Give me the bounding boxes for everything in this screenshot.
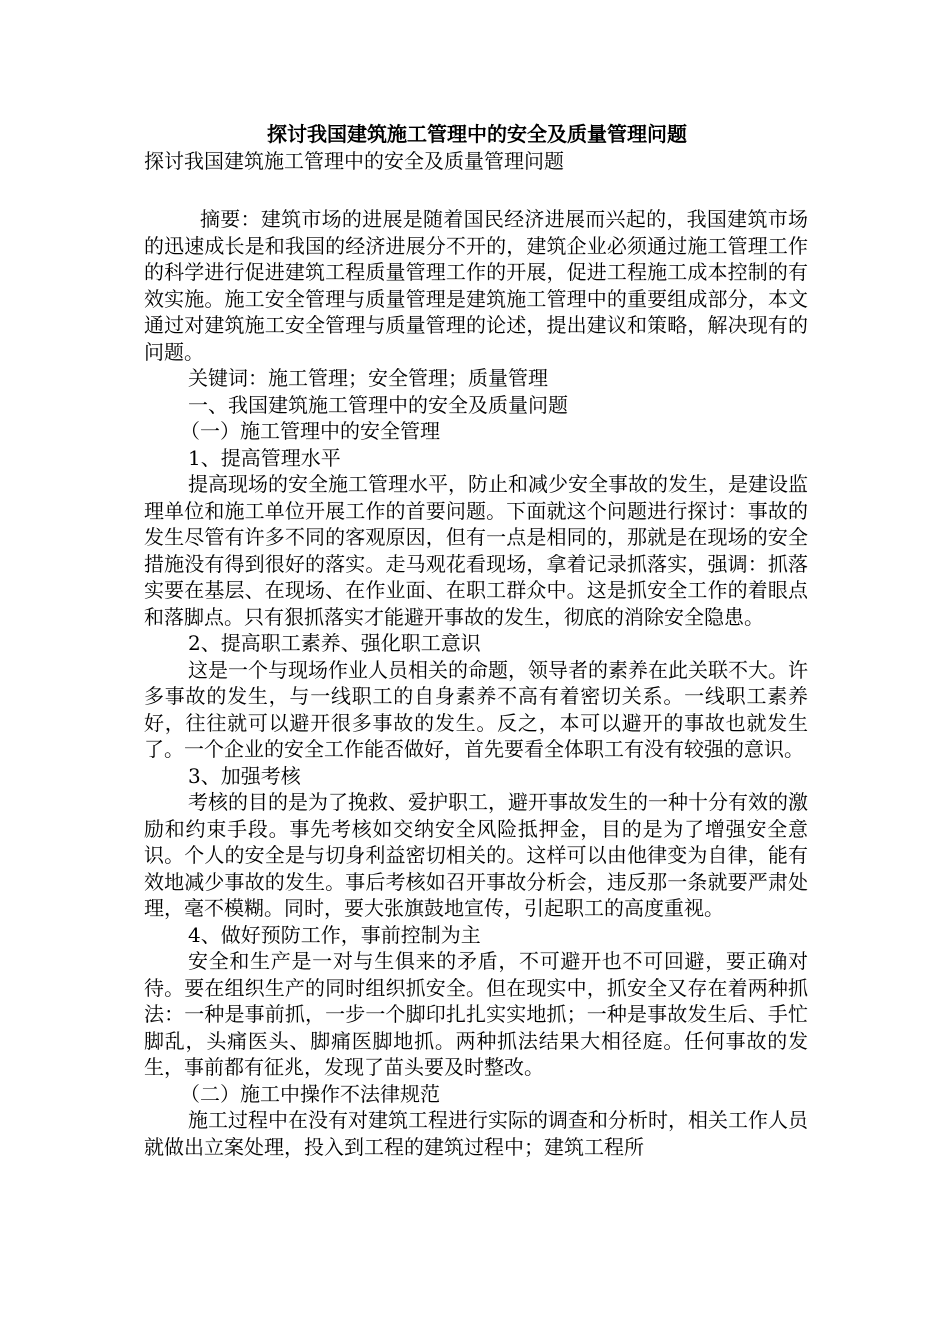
item-paragraph-2: 这是一个与现场作业人员相关的命题，领导者的素养在此关联不大。许多事故的发生，与一线职工的自身素养不高有着密切关系。一线职工素养好，往往就可以避开很多事故的发生。反之，本可以避开的事故也就发生了。一个企业的安全工作能否做好，首先要看全体职工有没有较强的意识。 bbox=[144, 657, 808, 761]
subsection-heading-1: （一）施工管理中的安全管理 bbox=[180, 419, 440, 443]
item-heading-3: 3、加强考核 bbox=[188, 763, 301, 788]
section-heading-1: 一、我国建筑施工管理中的安全及质量问题 bbox=[188, 392, 568, 417]
item-paragraph-1: 提高现场的安全施工管理水平，防止和减少安全事故的发生，是建设监理单位和施工单位开展工作的首要问题。下面就这个问题进行探讨：事故的发生尽管有许多不同的客观原因，但有一点是相同的，那就是在现场的安全措施没有得到很好的落实。走马观花看现场，拿着记录抓落实，强调：抓落实要在基层、在现场、在作业面、在职工群众中。这是抓安全工作的着眼点和落脚点。只有狠抓落实才能避开事故的发生，彻底的消除安全隐患。 bbox=[144, 472, 808, 629]
document-page bbox=[144, 120, 808, 1160]
item-paragraph-4: 安全和生产是一对与生俱来的矛盾，不可避开也不可回避，要正确对待。要在组织生产的同时组织抓安全。但在现实中，抓安全又存在着两种抓法：一种是事前抓，一步一个脚印扎扎实实地抓；一种是事故发生后、手忙脚乱，头痛医头、脚痛医脚地抓。两种抓法结果大相径庭。任何事故的发生，事前都有征兆，发现了苗头要及时整改。 bbox=[144, 949, 808, 1079]
keywords-line: 关键词：施工管理；安全管理；质量管理 bbox=[188, 366, 548, 390]
document-subtitle: 探讨我国建筑施工管理中的安全及质量管理问题 bbox=[144, 149, 564, 173]
item-paragraph-3: 考核的目的是为了挽救、爱护职工，避开事故发生的一种十分有效的激励和约束手段。事先考核如交纳安全风险抵押金，目的是为了增强安全意识。个人的安全是与切身利益密切相关的。这样可以由他律变为自律，能有效地减少事故的发生。事后考核如召开事故分析会，违反那一条就要严肃处理，毫不模糊。同时，要大张旗鼓地宣传，引起职工的高度重视。 bbox=[144, 790, 808, 920]
item-heading-1: 1、提高管理水平 bbox=[188, 445, 341, 470]
document-title: 探讨我国建筑施工管理中的安全及质量管理问题 bbox=[267, 122, 687, 146]
subsection-heading-2: （二）施工中操作不法律规范 bbox=[180, 1081, 440, 1106]
item-heading-2: 2、提高职工素养、强化职工意识 bbox=[188, 631, 481, 655]
subsection-paragraph-2: 施工过程中在没有对建筑工程进行实际的调查和分析时，相关工作人员就做出立案处理，投入到工程的建筑过程中；建筑工程所 bbox=[144, 1108, 808, 1159]
item-heading-4: 4、做好预防工作，事前控制为主 bbox=[188, 922, 481, 947]
abstract-paragraph: 摘要：建筑市场的进展是随着国民经济进展而兴起的，我国建筑市场的迅速成长是和我国的经济进展分不开的，建筑企业必须通过施工管理工作的科学进行促进建筑工程质量管理工作的开展，促进工程施工成本控制的有效实施。施工安全管理与质量管理是建筑施工管理中的重要组成部分，本文通过对建筑施工安全管理与质量管理的论述，提出建议和策略，解决现有的问题。 bbox=[144, 207, 808, 364]
